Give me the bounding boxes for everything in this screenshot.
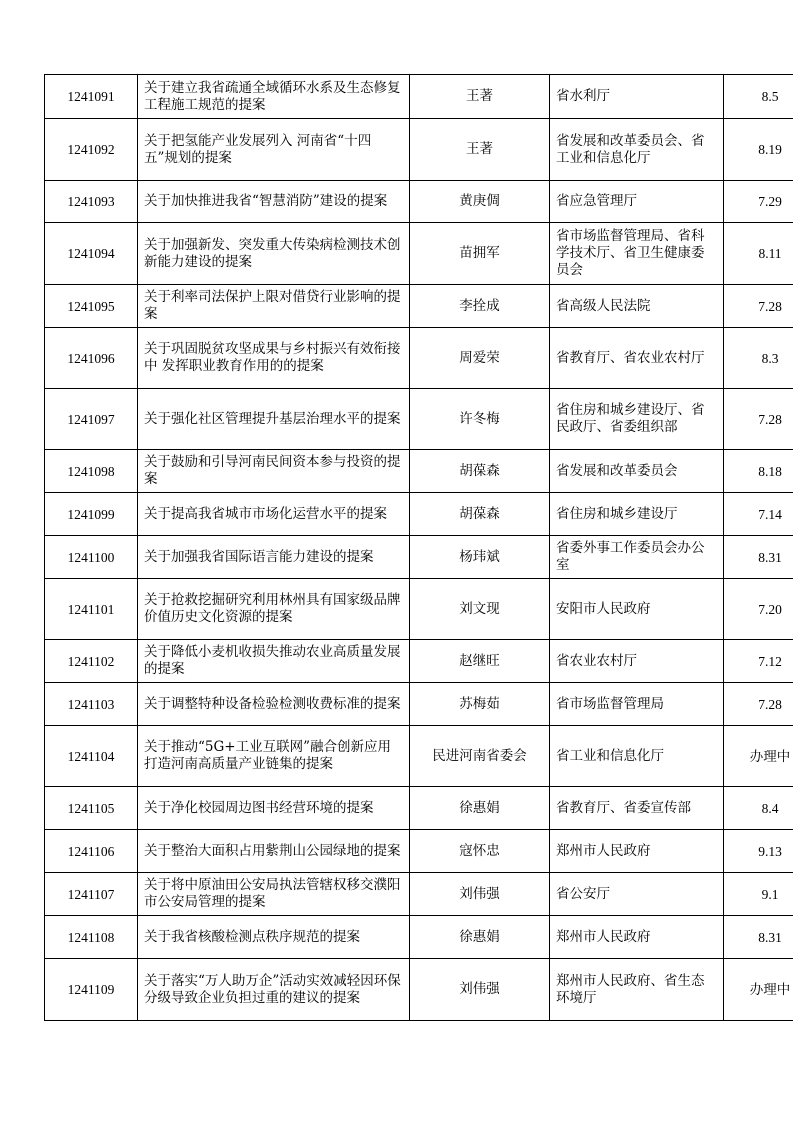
completion-date-cell [724, 119, 793, 181]
handling-department-cell [550, 579, 724, 640]
proposal-number: 1241101 [67, 601, 115, 617]
handling-department-cell [550, 787, 724, 830]
proposer-cell [410, 285, 550, 328]
proposal-number: 1241100 [67, 549, 115, 565]
proposal-number: 1241106 [67, 843, 115, 859]
proposer: 黄庚倜 [459, 193, 500, 209]
table-row [45, 916, 793, 959]
handling-department: 安阳市人民政府 [556, 600, 651, 617]
proposal-number-cell [45, 959, 138, 1021]
proposal-title: 关于推动“5G+工业互联网”融合创新应用 打造河南高质量产业链集的提案 [144, 739, 391, 772]
proposer-cell [410, 873, 550, 916]
table-row [45, 726, 793, 787]
proposer: 王著 [466, 88, 493, 104]
handling-department: 省住房和城乡建设厅 [556, 505, 678, 522]
proposal-table-body [45, 75, 793, 1021]
table-row [45, 75, 793, 119]
completion-date-cell [724, 787, 793, 830]
handling-department-cell [550, 223, 724, 285]
handling-department: 省教育厅、省农业农村厅 [556, 349, 705, 366]
completion-date-cell [724, 640, 793, 683]
proposal-title-cell [138, 450, 410, 493]
proposal-title: 关于加快推进我省“智慧消防”建设的提案 [144, 193, 388, 209]
proposal-title-cell [138, 493, 410, 536]
handling-department: 省农业农村厅 [556, 652, 637, 669]
handling-department: 郑州市人民政府 [556, 842, 651, 859]
completion-date: 8.31 [758, 549, 782, 565]
proposal-number: 1241096 [67, 350, 115, 366]
handling-department-cell [550, 683, 724, 726]
completion-date: 9.1 [761, 886, 779, 902]
proposer-cell [410, 493, 550, 536]
proposal-title: 关于加强新发、突发重大传染病检测技术创新能力建设的提案 [144, 236, 401, 270]
handling-department-cell [550, 119, 724, 181]
proposal-number-cell [45, 726, 138, 787]
handling-department-cell [550, 873, 724, 916]
proposal-title: 关于加强我省国际语言能力建设的提案 [144, 548, 374, 565]
proposal-title-cell [138, 75, 410, 119]
proposal-title: 关于建立我省疏通全域循环水系及生态修复工程施工规范的提案 [144, 79, 401, 113]
handling-department-cell [550, 181, 724, 223]
proposal-number: 1241095 [67, 298, 115, 314]
completion-date-cell [724, 830, 793, 873]
proposer: 胡葆森 [459, 505, 500, 522]
proposal-number-cell [45, 328, 138, 389]
proposal-title-cell [138, 830, 410, 873]
proposal-number-cell [45, 640, 138, 683]
completion-date-cell [724, 181, 793, 223]
handling-department-cell [550, 493, 724, 536]
proposal-number-cell [45, 223, 138, 285]
proposal-number-cell [45, 493, 138, 536]
proposal-title-cell [138, 223, 410, 285]
proposal-title: 关于利率司法保护上限对借贷行业影响的提案 [144, 289, 401, 322]
proposer: 刘伟强 [459, 885, 500, 902]
proposal-number: 1241109 [67, 982, 115, 997]
handling-department: 省应急管理厅 [556, 193, 637, 209]
handling-department-cell [550, 75, 724, 119]
proposal-title: 关于我省核酸检测点秩序规范的提案 [144, 928, 360, 945]
proposal-title: 关于提高我省城市市场化运营水平的提案 [144, 505, 387, 522]
handling-department-cell [550, 328, 724, 389]
completion-date: 8.11 [758, 246, 782, 261]
proposal-title-cell [138, 959, 410, 1021]
proposer-cell [410, 787, 550, 830]
proposal-number-cell [45, 916, 138, 959]
proposal-number-cell [45, 787, 138, 830]
proposer: 许冬梅 [459, 410, 500, 427]
completion-date: 7.20 [758, 601, 782, 617]
table-row [45, 223, 793, 285]
proposal-number: 1241098 [67, 463, 115, 479]
proposal-number-cell [45, 285, 138, 328]
proposal-title-cell [138, 726, 410, 787]
completion-date: 8.3 [761, 350, 779, 366]
proposal-number: 1241091 [67, 89, 115, 104]
table-row [45, 389, 793, 450]
proposal-number-cell [45, 75, 138, 119]
proposal-title-cell [138, 683, 410, 726]
completion-date-cell [724, 389, 793, 450]
table-row [45, 959, 793, 1021]
table-row [45, 328, 793, 389]
handling-department-cell [550, 640, 724, 683]
proposal-number-cell [45, 119, 138, 181]
proposal-title: 关于强化社区管理提升基层治理水平的提案 [144, 410, 401, 427]
table-row [45, 181, 793, 223]
proposer: 寇怀忠 [459, 842, 500, 859]
proposal-number: 1241102 [67, 653, 115, 669]
completion-date: 7.29 [758, 194, 782, 209]
table-row [45, 787, 793, 830]
completion-date: 8.31 [758, 929, 782, 945]
proposal-title: 关于整治大面积占用紫荆山公园绿地的提案 [144, 842, 401, 859]
handling-department-cell [550, 959, 724, 1021]
table-row [45, 683, 793, 726]
completion-date-cell [724, 916, 793, 959]
completion-date-cell [724, 536, 793, 579]
completion-date-cell [724, 450, 793, 493]
table-row [45, 450, 793, 493]
proposal-title: 关于落实“万人助万企”活动实效减轻因环保分级导致企业负担过重的建议的提案 [144, 972, 401, 1006]
handling-department: 省水利厅 [556, 88, 610, 104]
completion-date-cell [724, 873, 793, 916]
proposal-number-cell [45, 683, 138, 726]
proposer: 李拴成 [459, 297, 500, 314]
proposer-cell [410, 119, 550, 181]
proposer: 赵继旺 [459, 652, 500, 669]
proposer-cell [410, 181, 550, 223]
completion-date: 7.28 [758, 696, 782, 712]
proposal-number: 1241103 [67, 696, 115, 712]
completion-date: 8.18 [758, 463, 782, 479]
proposal-title: 关于巩固脱贫攻坚成果与乡村振兴有效衔接中 发挥职业教育作用的的提案 [144, 341, 401, 374]
proposer: 杨玮斌 [459, 548, 500, 565]
proposal-title: 关于将中原油田公安局执法管辖权移交濮阳市公安局管理的提案 [144, 877, 401, 910]
table-row [45, 493, 793, 536]
proposer-cell [410, 916, 550, 959]
proposer-cell [410, 726, 550, 787]
handling-department: 省发展和改革委员会 [556, 462, 678, 479]
proposal-title-cell [138, 389, 410, 450]
proposal-number-cell [45, 536, 138, 579]
proposal-number-cell [45, 579, 138, 640]
proposal-number: 1241099 [67, 506, 115, 522]
handling-department: 郑州市人民政府 [556, 928, 651, 945]
handling-department-cell [550, 726, 724, 787]
completion-date: 8.4 [761, 800, 779, 816]
proposal-number-cell [45, 389, 138, 450]
completion-date: 7.28 [758, 411, 782, 427]
proposal-number-cell [45, 181, 138, 223]
proposal-title: 关于降低小麦机收损失推动农业高质量发展的提案 [144, 644, 401, 677]
completion-date: 8.19 [758, 142, 782, 157]
proposer-cell [410, 450, 550, 493]
completion-date-cell [724, 683, 793, 726]
table-row [45, 640, 793, 683]
completion-date: 7.12 [758, 653, 782, 669]
handling-department: 省委外事工作委员会办公室 [556, 540, 705, 573]
completion-date: 8.5 [761, 89, 779, 104]
completion-date: 办理中 [749, 982, 791, 997]
completion-date-cell [724, 579, 793, 640]
proposal-title-cell [138, 181, 410, 223]
handling-department-cell [550, 830, 724, 873]
handling-department: 省市场监督管理局 [556, 695, 664, 712]
proposer: 刘伟强 [459, 981, 500, 997]
proposer: 苗拥军 [459, 245, 500, 261]
table-row [45, 873, 793, 916]
proposal-number: 1241094 [67, 246, 115, 261]
handling-department: 省发展和改革委员会、省工业和信息化厅 [556, 132, 705, 166]
completion-date-cell [724, 493, 793, 536]
proposer: 刘文现 [459, 600, 500, 617]
proposer-cell [410, 640, 550, 683]
completion-date-cell [724, 223, 793, 285]
proposer-cell [410, 959, 550, 1021]
completion-date: 7.14 [758, 506, 782, 522]
proposal-title-cell [138, 579, 410, 640]
proposer-cell [410, 223, 550, 285]
proposer-cell [410, 536, 550, 579]
proposer: 民进河南省委会 [432, 747, 527, 764]
completion-date-cell [724, 285, 793, 328]
handling-department-cell [550, 450, 724, 493]
proposer: 胡葆森 [459, 462, 500, 479]
proposer: 周爱荣 [459, 349, 500, 366]
proposer-cell [410, 389, 550, 450]
proposal-number: 1241092 [67, 142, 115, 157]
proposal-title-cell [138, 536, 410, 579]
table-row [45, 119, 793, 181]
proposal-number: 1241097 [67, 411, 115, 427]
handling-department: 省高级人民法院 [556, 297, 651, 314]
proposal-number-cell [45, 450, 138, 493]
handling-department-cell [550, 536, 724, 579]
completion-date-cell [724, 726, 793, 787]
table-row [45, 285, 793, 328]
handling-department: 省公安厅 [556, 885, 610, 902]
completion-date: 9.13 [758, 843, 782, 859]
table-row [45, 536, 793, 579]
proposal-title-cell [138, 328, 410, 389]
proposal-title-cell [138, 640, 410, 683]
proposer-cell [410, 579, 550, 640]
proposer: 徐惠娟 [459, 799, 500, 816]
proposal-title: 关于鼓励和引导河南民间资本参与投资的提案 [144, 454, 401, 487]
proposer: 徐惠娟 [459, 928, 500, 945]
completion-date-cell [724, 959, 793, 1021]
proposal-title: 关于抢救挖掘研究利用林州具有国家级品牌价值历史文化资源的提案 [144, 592, 401, 625]
proposal-number: 1241108 [67, 929, 115, 945]
proposer: 王著 [466, 141, 493, 157]
handling-department: 省市场监督管理局、省科学技术厅、省卫生健康委员会 [556, 228, 705, 278]
completion-date: 办理中 [749, 748, 791, 764]
proposal-title: 关于净化校园周边图书经营环境的提案 [144, 799, 374, 816]
proposal-title-cell [138, 916, 410, 959]
proposer-cell [410, 328, 550, 389]
proposal-number: 1241105 [67, 800, 115, 816]
proposal-number-cell [45, 830, 138, 873]
proposal-number: 1241104 [67, 748, 115, 764]
handling-department-cell [550, 285, 724, 328]
proposer-cell [410, 683, 550, 726]
proposer-cell [410, 830, 550, 873]
handling-department: 省教育厅、省委宣传部 [556, 799, 691, 816]
proposal-title-cell [138, 285, 410, 328]
proposal-title-cell [138, 873, 410, 916]
completion-date-cell [724, 328, 793, 389]
proposer: 苏梅茹 [459, 695, 500, 712]
handling-department: 郑州市人民政府、省生态环境厅 [556, 972, 705, 1006]
handling-department: 省住房和城乡建设厅、省民政厅、省委组织部 [556, 402, 705, 435]
table-row [45, 830, 793, 873]
handling-department-cell [550, 916, 724, 959]
proposal-number: 1241093 [67, 194, 115, 209]
proposal-table [44, 74, 793, 1021]
completion-date-cell [724, 75, 793, 119]
table-row [45, 579, 793, 640]
proposal-number-cell [45, 873, 138, 916]
proposal-title: 关于把氢能产业发展列入 河南省“十四五”规划的提案 [144, 132, 372, 166]
proposal-number: 1241107 [67, 886, 115, 902]
proposal-title-cell [138, 787, 410, 830]
proposal-title-cell [138, 119, 410, 181]
completion-date: 7.28 [758, 298, 782, 314]
handling-department: 省工业和信息化厅 [556, 747, 664, 764]
proposal-title: 关于调整特种设备检验检测收费标准的提案 [144, 695, 401, 712]
handling-department-cell [550, 389, 724, 450]
proposer-cell [410, 75, 550, 119]
